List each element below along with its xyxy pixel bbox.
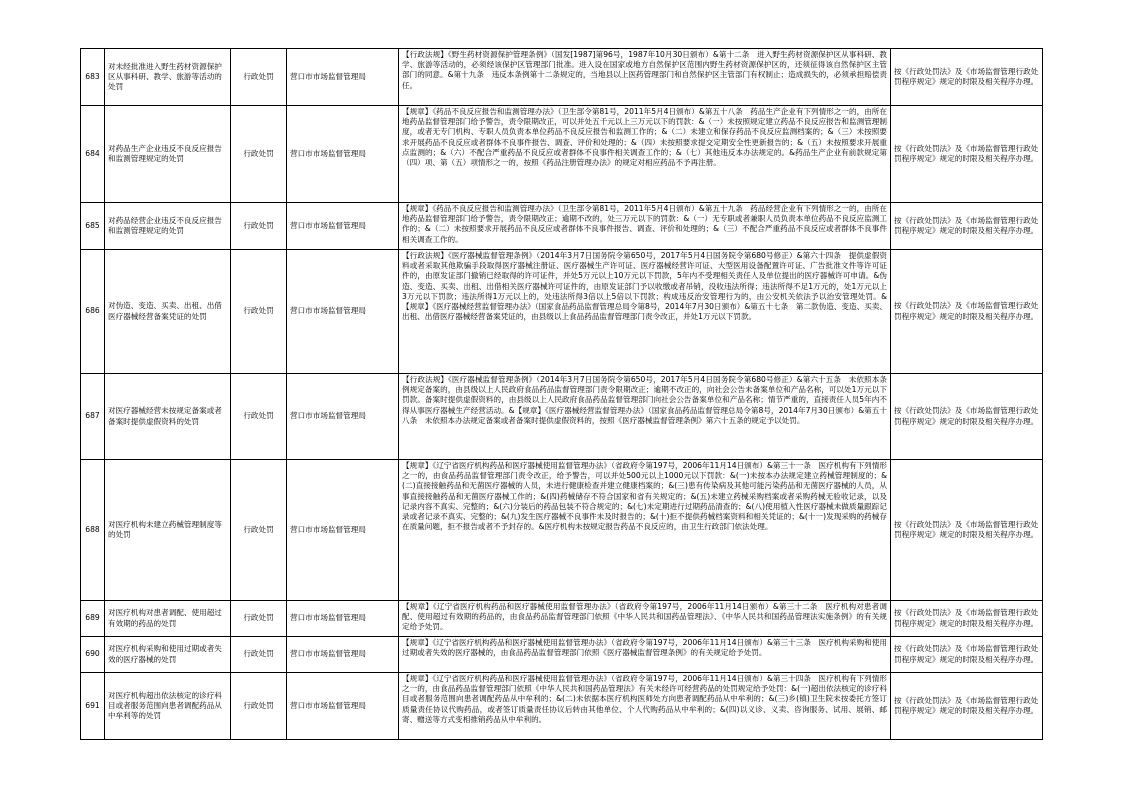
row-number: 686 <box>81 250 105 374</box>
procedure: 按《行政处罚法》及《市场监督管理行政处罚程序规定》规定的时限及相关程序办理。 <box>891 374 1043 460</box>
legal-basis: 【规章】《辽宁省医疗机构药品和医疗器械使用监督管理办法》（省政府令第197号，2006年11月14日颁布）&第三十二条 医疗机构对患者调配、使用超过有效期的药品的，由食品药品监督管理部门依照《中华人民共和国药品管理法》、《中华人民共和国药品管理法实施条例》的有关规定给予处罚。 <box>399 601 891 637</box>
table-row <box>81 460 1043 601</box>
procedure: 按《行政处罚法》及《市场监督管理行政处罚程序规定》规定的时限及相关程序办理。 <box>891 49 1043 106</box>
department: 营口市市场监督管理局 <box>287 460 399 601</box>
legal-basis: 【规章】《辽宁省医疗机构药品和医疗器械使用监督管理办法》（省政府令第197号，2006年11月14日颁布）&第三十四条 医疗机构有下列情形之一的，由食品药品监督管理部门依照《中华人民共和国药品管理法》有关未经许可经营药品的处罚规定给予处罚：&(一)超出依法核定的诊疗科目或者服务范围向患者调配药品从中牟利的；&(二)未依据本医疗机构医师处方向患者调配药品从中牟利的；&(三)乡(镇)卫生院未按委托方签订质量责任协议代购药品，或者签订质量责任协议后转由其他单位、个人代购药品从中牟利的；&(四)以义诊、义卖、咨询服务、试用、展销、邮寄、赠送等方式变相推销药品从中牟利的。 <box>399 673 891 740</box>
item-type: 行政处罚 <box>231 250 287 374</box>
item-type: 行政处罚 <box>231 203 287 250</box>
table-row <box>81 601 1043 637</box>
item-name: 对医疗器械经营未按规定备案或者备案时提供虚假资料的处罚 <box>105 374 231 460</box>
row-number: 691 <box>81 673 105 740</box>
legal-basis: 【规章】《辽宁省医疗机构药品和医疗器械使用监督管理办法》（省政府令第197号，2006年11月14日颁布）&第三十三条 医疗机构采购和使用过期或者失效的医疗器械的，由食品药品监督管理部门依照《医疗器械监督管理条例》的有关规定给予处罚。 <box>399 637 891 673</box>
department: 营口市市场监督管理局 <box>287 106 399 203</box>
item-name: 对医疗机构未建立药械管理制度等的处罚 <box>105 460 231 601</box>
procedure: 按《行政处罚法》及《市场监督管理行政处罚程序规定》规定的时限及相关程序办理。 <box>891 637 1043 673</box>
table-row <box>81 673 1043 740</box>
procedure: 按《行政处罚法》及《市场监督管理行政处罚程序规定》规定的时限及相关程序办理。 <box>891 106 1043 203</box>
item-type: 行政处罚 <box>231 601 287 637</box>
item-name: 对医疗机构超出依法核定的诊疗科目或者服务范围向患者调配药品从中牟利等的处罚 <box>105 673 231 740</box>
legal-basis: 【行政法规】《野生药材资源保护管理条例》（国发[1987]第96号，1987年10月30日颁布）&第十二条 进入野生药材资源保护区从事科研、教学、旅游等活动的，必须经该保护区管理部门批准。进入设在国家或地方自然保护区范围内野生药材资源保护区的，还须征得该自然保护区主管部门的同意。&第十九条 违反本条例第十二条规定的，当地县以上医药管理部门和自然保护区主管部门有权制止；造成损失的，必须承担赔偿责任。 <box>399 49 891 106</box>
item-name: 对药品生产企业违反不良反应报告和监测管理规定的处罚 <box>105 106 231 203</box>
procedure: 按《行政处罚法》及《市场监督管理行政处罚程序规定》规定的时限及相关程序办理。 <box>891 601 1043 637</box>
row-number: 687 <box>81 374 105 460</box>
department: 营口市市场监督管理局 <box>287 637 399 673</box>
procedure: 按《行政处罚法》及《市场监督管理行政处罚程序规定》规定的时限及相关程序办理。 <box>891 460 1043 601</box>
legal-basis: 【行政法规】《医疗器械监督管理条例》（2014年3月7日国务院令第650号，2017年5月4日国务院令第680号修正）&第六十五条 未依照本条例规定备案的，由县级以上人民政府食品药品监督管理部门责令限期改正；逾期不改正的，向社会公告未备案单位和产品名称，可以处1万元以下罚款。备案时提供虚假资料的，由县级以上人民政府食品药品监督管理部门向社会公告备案单位和产品名称；情节严重的，直接责任人员5年内不得从事医疗器械生产经营活动。&【规章】《医疗器械经营监督管理办法》（国家食品药品监督管理总局令第8号，2014年7月30日颁布）&第五十八条 未依照本办法规定备案或者备案时提供虚假资料的，按照《医疗器械监督管理条例》第六十五条的规定予以处罚。 <box>399 374 891 460</box>
row-number: 690 <box>81 637 105 673</box>
department: 营口市市场监督管理局 <box>287 374 399 460</box>
item-type: 行政处罚 <box>231 460 287 601</box>
table-row <box>81 374 1043 460</box>
item-type: 行政处罚 <box>231 637 287 673</box>
row-number: 683 <box>81 49 105 106</box>
legal-basis: 【行政法规】《医疗器械监督管理条例》（2014年3月7日国务院令第650号，2017年5月4日国务院令第680号修正）&第六十四条 提供虚假资料或者采取其他欺骗手段取得医疗器械注册证、医疗器械生产许可证、医疗器械经营许可证、大型医用设备配置许可证、广告批准文件等许可证件的，由原发证部门撤销已经取得的许可证件，并处5万元以上10万元以下罚款，5年内不受理相关责任人及单位提出的医疗器械许可申请。&伪造、变造、买卖、出租、出借相关医疗器械许可证件的，由原发证部门予以收缴或者吊销，没收违法所得；违法所得不足1万元的，处1万元以上3万元以下罚款；违法所得1万元以上的，处违法所得3倍以上5倍以下罚款；构成违反治安管理行为的，由公安机关依法予以治安管理处罚。&【规章】《医疗器械经营监督管理办法》（国家食品药品监督管理总局令第8号，2014年7月30日颁布）&第五十七条 第二款伪造、变造、买卖、出租、出借医疗器械经营备案凭证的，由县级以上食品药品监督管理部门责令改正，并处1万元以下罚款。 <box>399 250 891 374</box>
table-row <box>81 637 1043 673</box>
table-row <box>81 106 1043 203</box>
row-number: 684 <box>81 106 105 203</box>
table-row <box>81 250 1043 374</box>
row-number: 689 <box>81 601 105 637</box>
item-name: 对药品经营企业违反不良反应报告和监测管理规定的处罚 <box>105 203 231 250</box>
procedure: 按《行政处罚法》及《市场监督管理行政处罚程序规定》规定的时限及相关程序办理。 <box>891 203 1043 250</box>
enforcement-table <box>80 48 1043 740</box>
row-number: 685 <box>81 203 105 250</box>
legal-basis: 【规章】《药品不良反应报告和监测管理办法》（卫生部令第81号，2011年5月4日颁布）&第五十九条 药品经营企业有下列情形之一的，由所在地药品监督管理部门给予警告，责令限期改正；逾期不改的，处三万元以下的罚款：&（一）无专职或者兼职人员负责本单位药品不良反应监测工作的；&（二）未按照要求开展药品不良反应或者群体不良事件报告、调查、评价和处理的；&（三）不配合严重药品不良反应或者群体不良事件相关调查工作的。 <box>399 203 891 250</box>
legal-basis: 【规章】《辽宁省医疗机构药品和医疗器械使用监督管理办法》（省政府令第197号，2006年11月14日颁布）&第三十一条 医疗机构有下列情形之一的，由食品药品监督管理部门责令改正，给予警告，可以并处500元以上1000元以下罚款：&(一)未按本办法规定建立药械管理制度的；&(二)直接接触药品和无菌医疗器械的人员，未进行健康检查并建立健康档案的；&(三)患有传染病及其他可能污染药品和无菌医疗器械的人员，从事直接接触药品和无菌医疗器械工作的；&(四)药械储存不符合国家和省有关规定的；&(五)未建立药械采购档案或者采购药械无验收记录，以及记录内容不真实、完整的；&(六)分装后的药品包装不符合规定的；&(七)未定期进行过期药品清查的；&(八)使用植入性医疗器械未做质量跟踪记录或者记录不真实、完整的；&(九)发生医疗器械不良事件未及时报告的；&(十)拒不提供药械档案资料和相关凭证的；&(十一)发现采购的药械存在质量问题，拒不报告或者不予封存的。&医疗机构未按规定报告药品不良反应的，由卫生行政部门依法处理。 <box>399 460 891 601</box>
table-row <box>81 203 1043 250</box>
department: 营口市市场监督管理局 <box>287 203 399 250</box>
item-type: 行政处罚 <box>231 374 287 460</box>
legal-basis: 【规章】《药品不良反应报告和监测管理办法》（卫生部令第81号，2011年5月4日颁布）&第五十八条 药品生产企业有下列情形之一的，由所在地药品监督管理部门给予警告，责令限期改正，可以并处五千元以上三万元以下的罚款：&（一）未按照规定建立药品不良反应报告和监测管理制度，或者无专门机构、专职人员负责本单位药品不良反应报告和监测工作的；&（二）未建立和保存药品不良反应监测档案的；&（三）未按照要求开展药品不良反应或者群体不良事件报告、调查、评价和处理的；&（四）未按照要求提交定期安全性更新报告的；&（五）未按照要求开展重点监测的；&（六）不配合严重药品不良反应或者群体不良事件相关调查工作的；&（七）其他违反本办法规定的。&药品生产企业有前款规定第（四）项、第（五）项情形之一的，按照《药品注册管理办法》的规定对相应药品不予再注册。 <box>399 106 891 203</box>
item-type: 行政处罚 <box>231 106 287 203</box>
table-row <box>81 49 1043 106</box>
row-number: 688 <box>81 460 105 601</box>
item-name: 对医疗机构对患者调配、使用超过有效期的药品的处罚 <box>105 601 231 637</box>
department: 营口市市场监督管理局 <box>287 49 399 106</box>
item-type: 行政处罚 <box>231 673 287 740</box>
item-name: 对未经批准进入野生药材资源保护区从事科研、教学、旅游等活动的处罚 <box>105 49 231 106</box>
department: 营口市市场监督管理局 <box>287 673 399 740</box>
procedure: 按《行政处罚法》及《市场监督管理行政处罚程序规定》规定的时限及相关程序办理。 <box>891 250 1043 374</box>
department: 营口市市场监督管理局 <box>287 601 399 637</box>
item-type: 行政处罚 <box>231 49 287 106</box>
department: 营口市市场监督管理局 <box>287 250 399 374</box>
item-name: 对医疗机构采购和使用过期或者失效的医疗器械的处罚 <box>105 637 231 673</box>
item-name: 对伪造、变造、买卖、出租、出借医疗器械经营备案凭证的处罚 <box>105 250 231 374</box>
procedure: 按《行政处罚法》及《市场监督管理行政处罚程序规定》规定的时限及相关程序办理。 <box>891 673 1043 740</box>
